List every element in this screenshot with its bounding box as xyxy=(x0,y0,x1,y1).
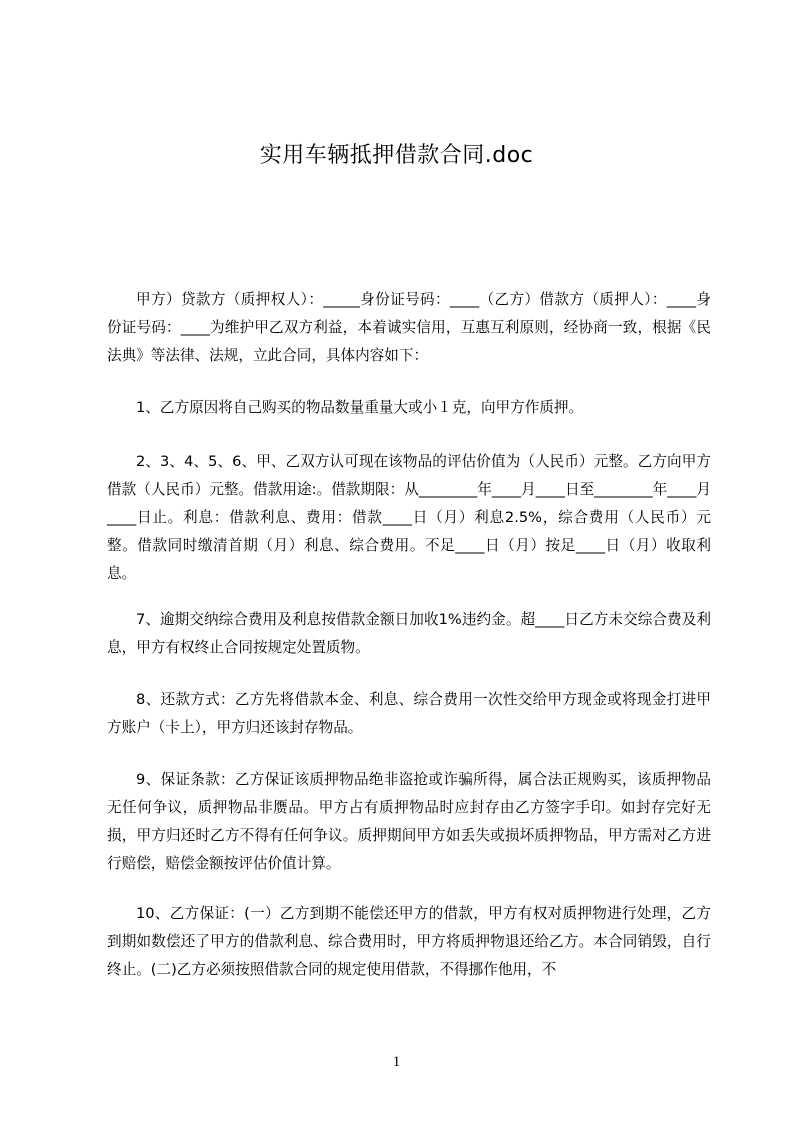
paragraph-clause-8: 8、还款方式：乙方先将借款本金、利息、综合费用一次性交给甲方现金或将现金打进甲方账户（卡上），甲方归还该封存物品。 xyxy=(107,691,711,736)
page-number: 1 xyxy=(392,1054,401,1070)
document-title: 实用车辆抵押借款合同.doc xyxy=(259,143,534,168)
paragraph-clause-1: 1、乙方原因将自己购买的物品数量重量大或小１克，向甲方作质押。 xyxy=(136,399,584,416)
paragraph-clause-7: 7、逾期交纳综合费用及利息按借款金额日加收1%违约金。超____日乙方未交综合费及利息，甲方有权终止合同按规定处置质物。 xyxy=(107,611,711,656)
paragraph-clause-9: 9、保证条款：乙方保证该质押物品绝非盗抢或诈骗所得，属合法正规购买，该质押物品无任何争议，质押物品非赝品。甲方占有质押物品时应封存由乙方签字手印。如封存完好无损，甲方归还时乙方不得有任何争议。质押期间甲方如丢失或损坏质押物品，甲方需对乙方进行赔偿，赔偿金额按评估价值计算。 xyxy=(107,771,711,872)
paragraph-clause-10: 10、乙方保证：(一）乙方到期不能偿还甲方的借款，甲方有权对质押物进行处理，乙方到期如数偿还了甲方的借款利息、综合费用时，甲方将质押物退还给乙方。本合同销毁，自行终止。(二)乙方必须按照借款合同的规定使用借款，不得挪作他用，不 xyxy=(107,905,711,978)
paragraph-parties: 甲方）贷款方（质押权人）：_____身份证号码：____（乙方）借款方（质押人）：____身份证号码：____为维护甲乙双方利益，本着诚实信用，互惠互利原则，经协商一致，根据《民法典》等法律、法规，立此合同，具体内容如下： xyxy=(107,291,711,364)
paragraph-clause-2-6: 2、3、4、5、6、甲、乙双方认可现在该物品的评估价值为（人民币）元整。乙方向甲方借款（人民币）元整。借款用途:。借款期限：从________年____月____日至________年____月____日止。利息：借款利息、费用：借款____日（月）利息2.5%，综合费用（人民币）元整。借款同时缴清首期（月）利息、综合费用。不足____日（月）按足____日（月）收取利息。 xyxy=(107,453,711,582)
